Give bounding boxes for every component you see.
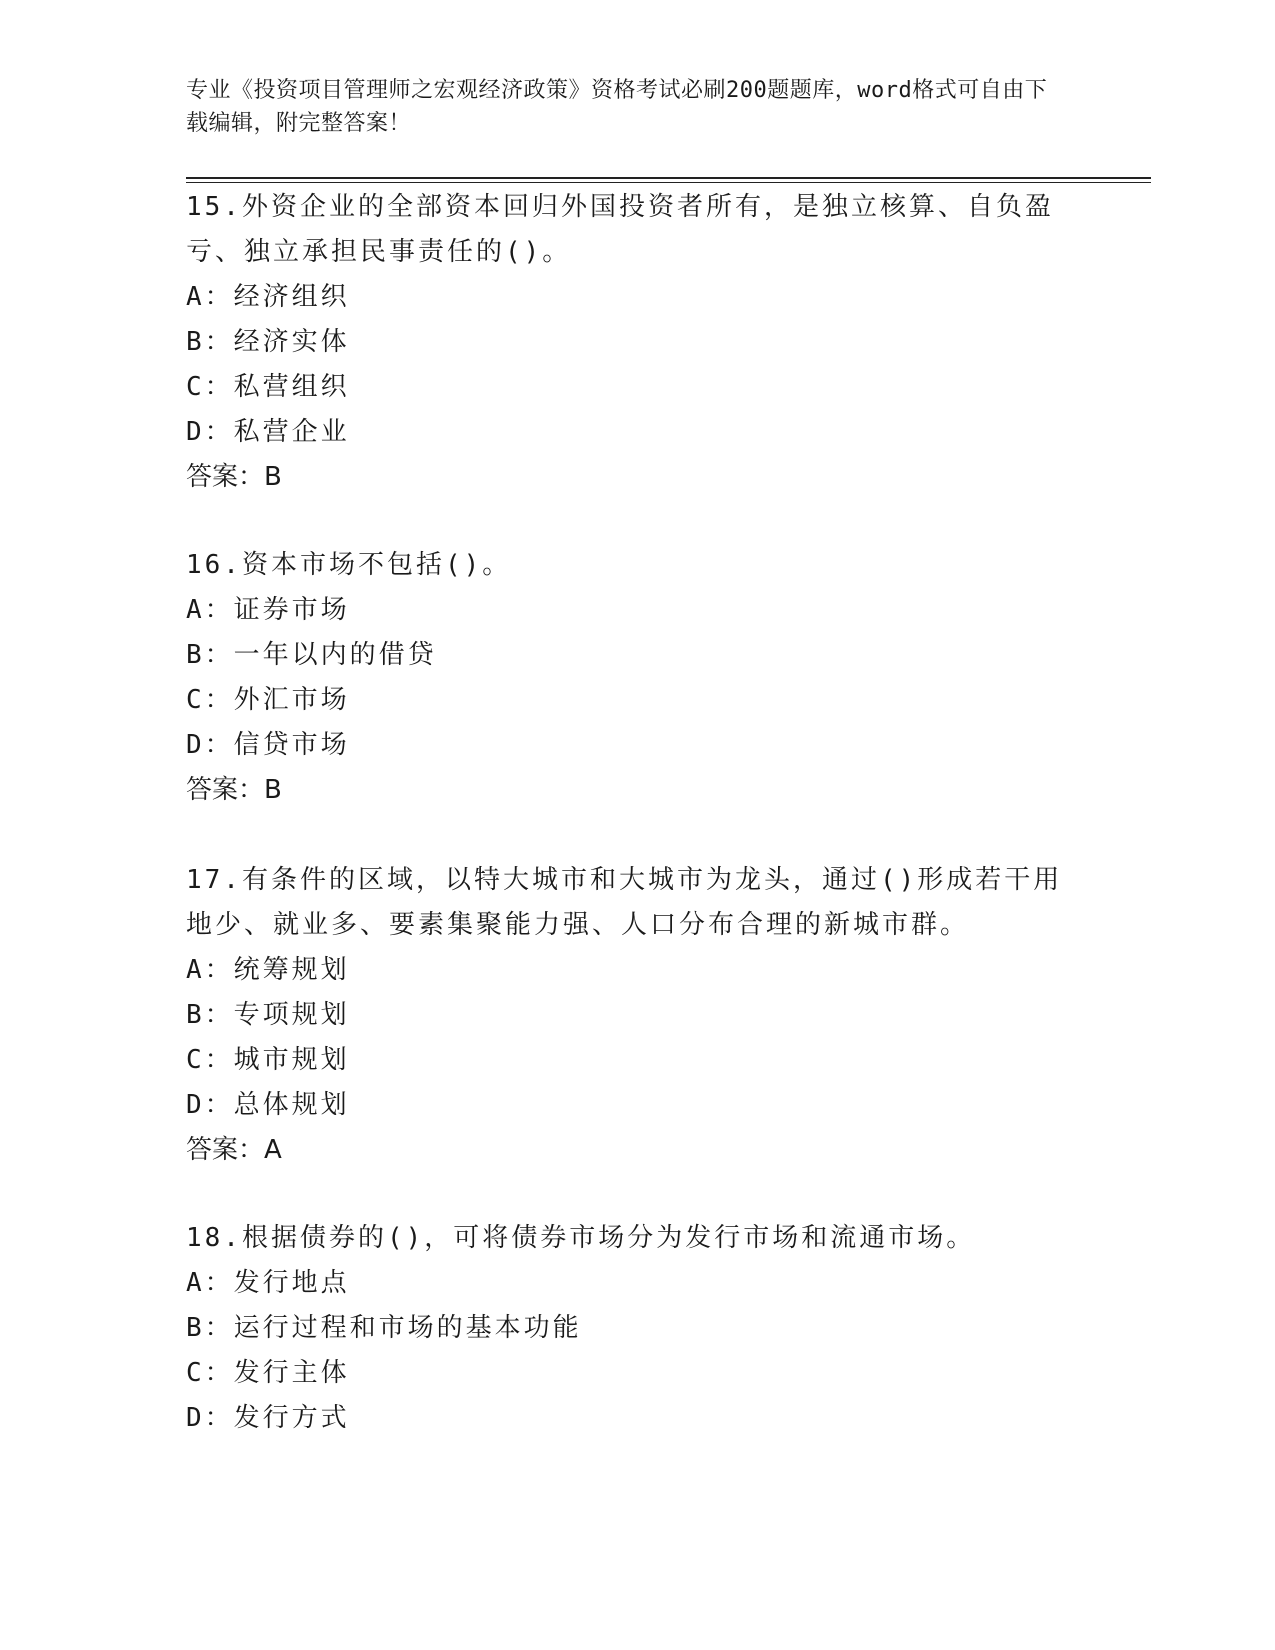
question-stem: 17.有条件的区域，以特大城市和大城市为龙头，通过()形成若干用地少、就业多、要素集聚能力强、人口分布合理的新城市群。 [186, 865, 1063, 940]
option-d: D：信贷市场 [186, 730, 350, 760]
option-b: B：运行过程和市场的基本功能 [186, 1313, 582, 1343]
question-16 [186, 543, 1066, 813]
header-divider-thin [186, 182, 1151, 183]
answer: 答案：B [186, 462, 282, 492]
answer: 答案：A [186, 1135, 282, 1165]
option-c: C：城市规划 [186, 1045, 350, 1075]
question-18 [186, 1216, 1066, 1441]
option-a: A：证券市场 [186, 595, 350, 625]
question-stem: 16.资本市场不包括()。 [186, 550, 512, 580]
question-stem: 18.根据债券的()，可将债券市场分为发行市场和流通市场。 [186, 1223, 976, 1253]
option-c: C：私营组织 [186, 372, 350, 402]
document-header: 专业《投资项目管理师之宏观经济政策》资格考试必刷200题题库，word格式可自由下载编辑，附完整答案！ [186, 78, 1048, 136]
option-a: A：发行地点 [186, 1268, 350, 1298]
option-c: C：发行主体 [186, 1358, 350, 1388]
option-c: C：外汇市场 [186, 685, 350, 715]
question-17 [186, 858, 1066, 1173]
option-d: D：发行方式 [186, 1403, 350, 1433]
option-b: B：专项规划 [186, 1000, 350, 1030]
answer: 答案：B [186, 775, 282, 805]
option-b: B：经济实体 [186, 327, 350, 357]
question-stem: 15.外资企业的全部资本回归外国投资者所有，是独立核算、自负盈亏、独立承担民事责任的()。 [186, 192, 1054, 267]
option-a: A：统筹规划 [186, 955, 350, 985]
question-15 [186, 185, 1066, 500]
option-d: D：私营企业 [186, 417, 350, 447]
option-d: D：总体规划 [186, 1090, 350, 1120]
option-b: B：一年以内的借贷 [186, 640, 437, 670]
header-divider-thick [186, 177, 1151, 179]
option-a: A：经济组织 [186, 282, 350, 312]
